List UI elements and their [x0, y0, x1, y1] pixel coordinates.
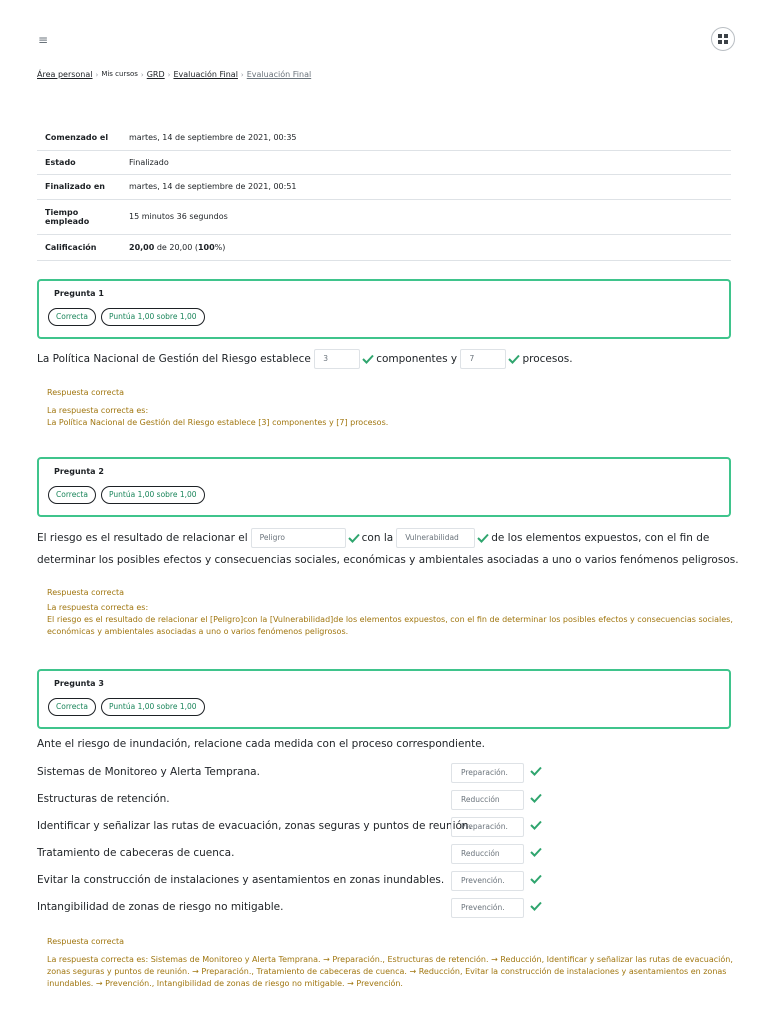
- breadcrumb-current[interactable]: Evaluación Final: [246, 70, 312, 79]
- row-label: Estado: [37, 150, 121, 174]
- match-select[interactable]: Prevención.: [451, 898, 524, 918]
- check-icon: [530, 874, 542, 884]
- feedback-text: El riesgo es el resultado de relacionar el [Peligro]con la [Vulnerabilidad]de los elementos expuestos, con el fin de determinar los posibles efectos y consecuencias sociales,: [47, 615, 733, 624]
- match-row: [37, 817, 557, 837]
- question-text: procesos.: [522, 353, 573, 365]
- match-select[interactable]: Prevención.: [451, 871, 524, 891]
- match-label: Estructuras de retención.: [37, 793, 170, 805]
- match-label: Intangibilidad de zonas de riesgo no mitigable.: [37, 901, 284, 913]
- feedback-intro: La respuesta correcta es:: [47, 406, 149, 415]
- breadcrumb-link[interactable]: GRD: [146, 70, 165, 79]
- grade-end: %): [214, 242, 226, 252]
- grade-of: de 20,00 (: [154, 242, 198, 252]
- feedback-text: La Política Nacional de Gestión del Riesgo establece [3] componentes y [7] procesos.: [47, 418, 389, 427]
- table-row: [37, 199, 731, 234]
- answer-input[interactable]: Peligro: [251, 528, 346, 548]
- question-text: determinar los posibles efectos y consecuencias sociales, económicas y ambientales asociadas a uno o varios fenómenos peligrosos.: [37, 554, 739, 566]
- question-title: Pregunta 1: [54, 289, 104, 298]
- feedback-text: económicas y ambientales asociadas a uno o varios fenómenos peligrosos.: [47, 627, 349, 636]
- row-label: Finalizado en: [37, 174, 121, 199]
- row-value: martes, 14 de septiembre de 2021, 00:51: [121, 174, 731, 199]
- question-1-text: [37, 349, 573, 369]
- feedback-block: [47, 936, 733, 990]
- row-value: [121, 234, 731, 260]
- points-badge: Puntúa 1,00 sobre 1,00: [101, 486, 205, 504]
- match-label: Identificar y señalizar las rutas de evacuación, zonas seguras y puntos de reunión.: [37, 820, 472, 832]
- question-text: de los elementos expuestos, con el fin de: [491, 532, 710, 544]
- match-select[interactable]: Preparación.: [451, 763, 524, 783]
- row-label: Tiempo empleado: [37, 199, 121, 234]
- status-badge: Correcta: [48, 308, 96, 326]
- question-text: El riesgo es el resultado de relacionar el: [37, 532, 248, 544]
- match-label: Sistemas de Monitoreo y Alerta Temprana.: [37, 766, 260, 778]
- question-1-info: [37, 279, 731, 339]
- points-badge: Puntúa 1,00 sobre 1,00: [101, 308, 205, 326]
- answer-input[interactable]: Vulnerabilidad: [396, 528, 475, 548]
- question-text: componentes y: [376, 353, 458, 365]
- question-title: Pregunta 2: [54, 467, 104, 476]
- feedback-text: zonas seguras y puntos de reunión. → Preparación., Tratamiento de cabeceras de cuenca. → Reducción, Evitar la construcción de instalaciones y asentamientos en zonas: [47, 967, 727, 976]
- match-row: [37, 898, 557, 918]
- attempt-summary-table: [37, 126, 731, 261]
- menu-icon[interactable]: ≡: [38, 33, 49, 47]
- status-badge: Correcta: [48, 486, 96, 504]
- table-row: [37, 234, 731, 260]
- breadcrumb: [37, 70, 311, 79]
- match-row: [37, 763, 557, 783]
- row-value: 15 minutos 36 segundos: [121, 199, 731, 234]
- table-row: [37, 174, 731, 199]
- match-select[interactable]: Reducción: [451, 844, 524, 864]
- breadcrumb-separator: ›: [240, 71, 244, 79]
- match-row: [37, 844, 557, 864]
- check-icon: [508, 354, 520, 364]
- feedback-intro: La respuesta correcta es:: [47, 603, 149, 612]
- question-2-text: [37, 528, 709, 548]
- check-icon: [348, 533, 360, 543]
- grade-percent: 100: [197, 242, 215, 252]
- row-value: Finalizado: [121, 150, 731, 174]
- feedback-title: Respuesta correcta: [47, 388, 125, 397]
- match-row: [37, 790, 557, 810]
- question-text: con la: [361, 532, 394, 544]
- check-icon: [362, 354, 374, 364]
- row-label: Calificación: [37, 234, 121, 260]
- check-icon: [530, 793, 542, 803]
- feedback-block: [47, 387, 388, 429]
- feedback-text: inundables. → Prevención., Intangibilidad de zonas de riesgo no mitigable. → Prevención.: [47, 979, 403, 988]
- grade-score: 20,00: [129, 242, 155, 252]
- check-icon: [530, 766, 542, 776]
- match-label: Tratamiento de cabeceras de cuenca.: [37, 847, 235, 859]
- check-icon: [530, 901, 542, 911]
- check-icon: [530, 847, 542, 857]
- match-select[interactable]: Preparación.: [451, 817, 524, 837]
- match-select[interactable]: Reducción: [451, 790, 524, 810]
- question-prompt: Ante el riesgo de inundación, relacione cada medida con el proceso correspondiente.: [37, 738, 486, 750]
- table-row: [37, 126, 731, 150]
- question-3-info: [37, 669, 731, 729]
- row-value: martes, 14 de septiembre de 2021, 00:35: [121, 126, 731, 150]
- points-badge: Puntúa 1,00 sobre 1,00: [101, 698, 205, 716]
- breadcrumb-separator: ›: [95, 71, 99, 79]
- breadcrumb-link[interactable]: Área personal: [37, 70, 93, 79]
- question-title: Pregunta 3: [54, 679, 104, 688]
- breadcrumb-separator: ›: [167, 71, 171, 79]
- check-icon: [530, 820, 542, 830]
- status-badge: Correcta: [48, 698, 96, 716]
- breadcrumb-separator: ›: [140, 71, 144, 79]
- grid-icon[interactable]: [711, 27, 735, 51]
- match-label: Evitar la construcción de instalaciones y asentamientos en zonas inundables.: [37, 874, 445, 886]
- row-label: Comenzado el: [37, 126, 121, 150]
- feedback-block: [47, 587, 733, 638]
- match-row: [37, 871, 557, 891]
- question-text: La Política Nacional de Gestión del Riesgo establece: [37, 353, 311, 365]
- breadcrumb-link[interactable]: Evaluación Final: [173, 70, 238, 79]
- question-2-info: [37, 457, 731, 517]
- breadcrumb-item: Mis cursos: [101, 70, 138, 78]
- feedback-title: Respuesta correcta: [47, 588, 125, 597]
- feedback-text: La respuesta correcta es: Sistemas de Monitoreo y Alerta Temprana. → Preparación., Estructuras de retención. → Reducción, Identificar y señalizar las rutas de evacuación,: [47, 955, 733, 964]
- check-icon: [477, 533, 489, 543]
- table-row: [37, 150, 731, 174]
- answer-input[interactable]: 7: [460, 349, 506, 369]
- answer-input[interactable]: 3: [314, 349, 360, 369]
- feedback-title: Respuesta correcta: [47, 937, 125, 946]
